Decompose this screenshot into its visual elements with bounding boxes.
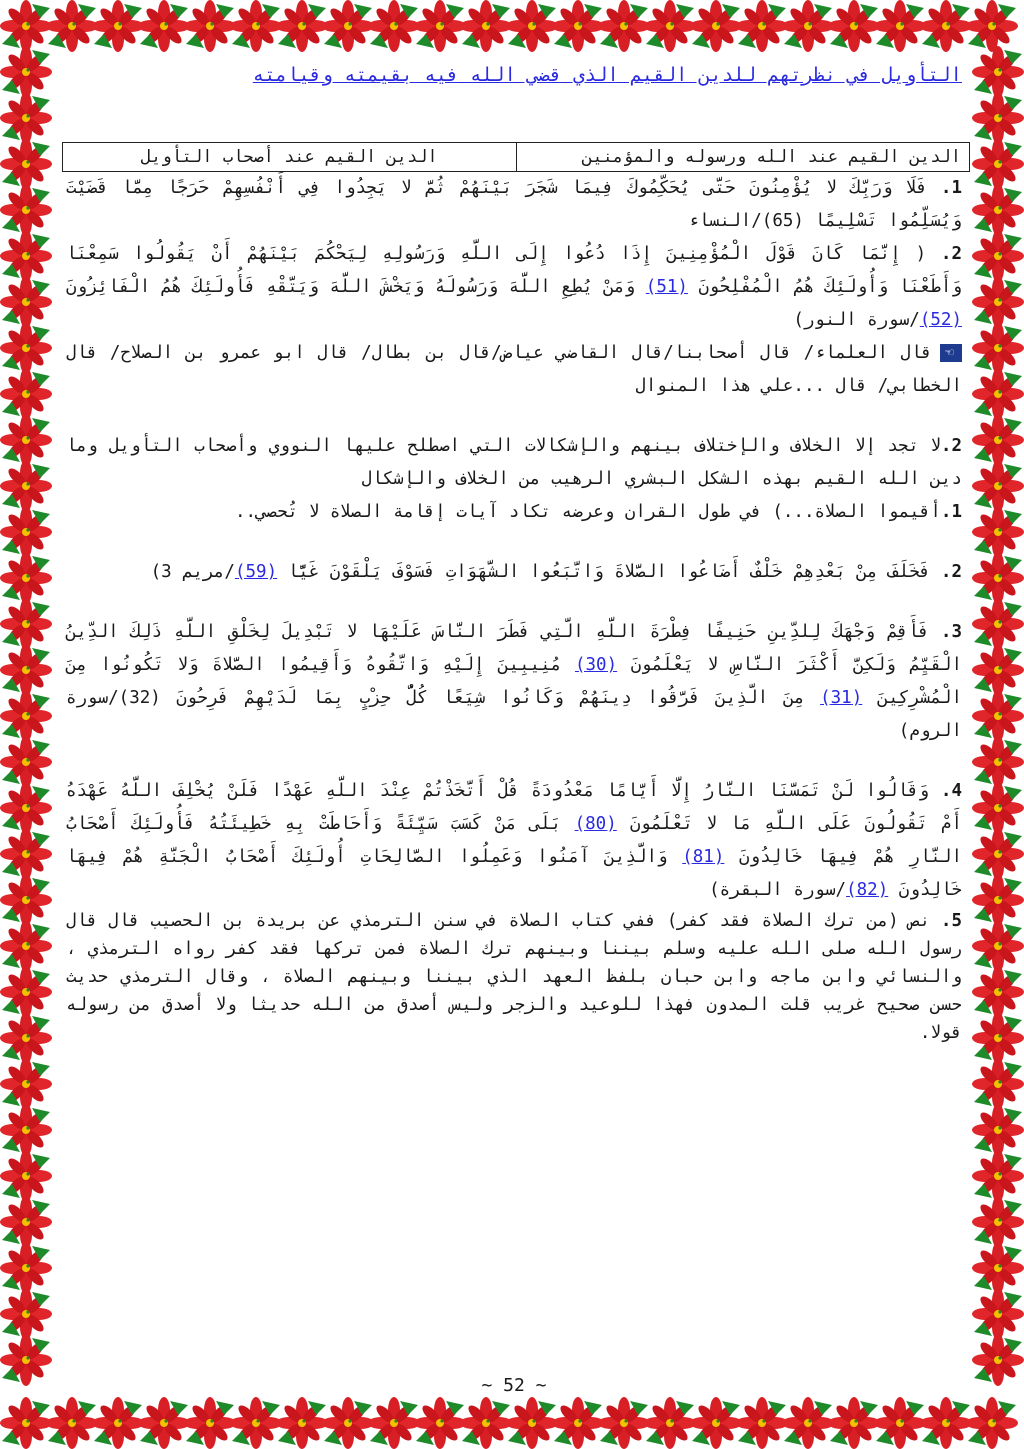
poinsettia-flower <box>0 138 52 190</box>
poinsettia-flower <box>972 1334 1024 1386</box>
poinsettia-flower <box>972 690 1024 742</box>
poinsettia-flower <box>460 1397 512 1449</box>
header-link[interactable]: التأويل في نظرتهم للدين القيم الذي قضي الله فيه بقيمته وقيامته <box>252 64 962 86</box>
spacer <box>66 589 962 616</box>
poinsettia-flower <box>972 920 1024 972</box>
poinsettia-flower <box>368 1397 420 1449</box>
poinsettia-flower <box>46 0 98 52</box>
poinsettia-flower <box>0 1012 52 1064</box>
poinsettia-flower <box>0 0 52 52</box>
verse-ref-link[interactable]: (31) <box>820 688 863 708</box>
poinsettia-flower <box>972 1150 1024 1202</box>
poinsettia-flower <box>276 0 328 52</box>
paragraph-2 <box>66 238 962 337</box>
poinsettia-flower <box>0 1334 52 1386</box>
poinsettia-flower <box>972 46 1024 98</box>
verse-text: فَلَا وَرَبِّكَ لا يُؤْمِنُونَ حَتَّى يُحَكِّمُوكَ فِيمَا شَجَرَ بَيْنَهُمْ ثُمَّ لا يَجِدُوا فِي أَنْفُسِهِمْ حَرَجًا مِمَّا قَضَيْتَ وَيُسَلِّمُوا تَسْلِيمًا (65)/النساء <box>66 178 962 231</box>
paragraph-4 <box>66 430 962 496</box>
surah-name: /مريم 3) <box>150 562 235 582</box>
poinsettia-flower <box>322 1397 374 1449</box>
poinsettia-flower <box>972 1288 1024 1340</box>
spacer <box>66 748 962 775</box>
poinsettia-flower <box>644 1397 696 1449</box>
poinsettia-flower <box>690 1397 742 1449</box>
verse-text: وَقَالُوا لَنْ تَمَسَّنَا النَّارُ إِلَّا أَيَّامًا مَعْدُودَةً قُلْ أَتَّخَذْتُمْ عِنْدَ اللَّهِ عَهْدًا فَلَنْ يُخْلِفَ اللَّهُ عَهْدَهُ أَمْ تَقُولُونَ عَلَى اللَّهِ مَا لا تَعْلَمُونَ <box>66 781 962 834</box>
poinsettia-flower <box>972 598 1024 650</box>
poinsettia-flower <box>0 414 52 466</box>
item-number: 1. <box>940 502 962 522</box>
poinsettia-flower <box>972 276 1024 328</box>
verse-ref-link[interactable]: (30) <box>574 655 618 675</box>
poinsettia-flower <box>972 552 1024 604</box>
poinsettia-flower <box>0 368 52 420</box>
verse-ref-link[interactable]: (82) <box>846 880 889 900</box>
poinsettia-flower <box>874 1397 926 1449</box>
verse-text: ( إِنَّمَا كَانَ قَوْلَ الْمُؤْمِنِينَ إِذَا دُعُوا إِلَى اللَّهِ وَرَسُولِهِ لِيَحْكُمَ بَيْنَهُمْ أَنْ يَقُولُوا سَمِعْنَا وَأَطَعْنَا وَأُولَئِكَ هُمُ الْمُفْلِحُونَ <box>66 244 962 297</box>
poinsettia-flower <box>92 0 144 52</box>
poinsettia-flower <box>0 230 52 282</box>
item-number: 5. <box>940 911 962 931</box>
paragraph-1 <box>66 172 962 238</box>
item-number: 3. <box>940 622 962 642</box>
poinsettia-flower <box>972 966 1024 1018</box>
poinsettia-flower <box>782 0 834 52</box>
poinsettia-flower <box>972 138 1024 190</box>
poinsettia-flower <box>0 184 52 236</box>
item-number: 1. <box>940 178 962 198</box>
poinsettia-flower <box>0 92 52 144</box>
verse-ref-link[interactable]: (81) <box>682 847 725 867</box>
paragraph-7 <box>66 616 962 748</box>
poinsettia-flower <box>0 1288 52 1340</box>
poinsettia-flower <box>736 0 788 52</box>
poinsettia-flower <box>552 1397 604 1449</box>
verse-text: وَمَنْ يُطِعِ اللَّهَ وَرَسُولَهُ وَيَخْشَ اللَّهَ وَيَتَّقْهِ فَأُولَئِكَ هُمُ الْفَائِزُونَ <box>66 277 636 297</box>
item-number: 2. <box>940 436 962 456</box>
poinsettia-flower <box>414 0 466 52</box>
poinsettia-flower <box>972 874 1024 926</box>
body-text: أقيموا الصلاة...) في طول القران وعرضه تكاد آيات إقامة الصلاة لا تُحصي.. <box>235 502 941 522</box>
verse-ref-link[interactable]: (59) <box>234 562 278 582</box>
poinsettia-flower <box>0 920 52 972</box>
comparison-table <box>62 142 970 172</box>
item-number: 2. <box>940 562 962 582</box>
poinsettia-flower <box>972 1242 1024 1294</box>
poinsettia-flower <box>828 0 880 52</box>
body-text: لا تجد إلا الخلاف والإختلاف بينهم والإشكالات التي اصطلح عليها النووي وأصحاب التأويل وما دين الله القيم بهذه الشكل البشري الرهيب من الخلاف والإشكال <box>66 436 962 489</box>
poinsettia-flower <box>644 0 696 52</box>
poinsettia-flower <box>0 552 52 604</box>
poinsettia-flower <box>0 782 52 834</box>
poinsettia-flower <box>966 0 1018 52</box>
poinsettia-flower <box>972 460 1024 512</box>
poinsettia-flower <box>0 874 52 926</box>
verse-ref-link[interactable]: (51) <box>645 277 688 297</box>
verse-text: مُنِيبِينَ إِلَيْهِ وَاتَّقُوهُ وَأَقِيمُوا الصَّلاةَ وَلا تَكُونُوا مِنَ الْمُشْرِكِينَ <box>66 655 962 708</box>
poinsettia-flower <box>0 644 52 696</box>
poinsettia-flower <box>972 184 1024 236</box>
poinsettia-flower <box>0 1242 52 1294</box>
poinsettia-flower <box>972 1012 1024 1064</box>
poinsettia-flower <box>920 0 972 52</box>
poinsettia-flower <box>46 1397 98 1449</box>
poinsettia-flower <box>966 1397 1018 1449</box>
poinsettia-flower <box>276 1397 328 1449</box>
poinsettia-flower <box>368 0 420 52</box>
poinsettia-flower <box>138 0 190 52</box>
poinsettia-flower <box>460 0 512 52</box>
poinsettia-flower <box>874 0 926 52</box>
poinsettia-flower <box>782 1397 834 1449</box>
verse-text: مِنَ الَّذِينَ فَرَّقُوا دِينَهُمْ وَكَانُوا شِيَعًا كُلُّ حِزْبٍ بِمَا لَدَيْهِمْ فَرِحُونَ (32)/سورة الروم) <box>66 688 962 741</box>
item-number: 2. <box>940 244 962 264</box>
paragraph-6 <box>66 556 962 589</box>
spacer <box>66 529 962 556</box>
poinsettia-flower <box>690 0 742 52</box>
verse-text: بَلَى مَنْ كَسَبَ سَيِّئَةً وَأَحَاطَتْ بِهِ خَطِيئَتُهُ فَأُولَئِكَ أَصْحَابُ النَّارِ هُمْ فِيهَا خَالِدُونَ <box>66 814 962 867</box>
poinsettia-flower <box>972 782 1024 834</box>
poinsettia-flower <box>972 828 1024 880</box>
paragraph-3 <box>66 337 962 403</box>
item-number: 4. <box>940 781 962 801</box>
document-page <box>66 58 962 1396</box>
poinsettia-flower <box>0 322 52 374</box>
paragraph-5 <box>66 496 962 529</box>
poinsettia-flower <box>0 1196 52 1248</box>
poinsettia-flower <box>972 414 1024 466</box>
table-cell-right: الدين القيم عند الله ورسوله والمؤمنين <box>516 143 970 172</box>
hadith-text: نص (من ترك الصلاة فقد كفر) ففي كتاب الصلاة في سنن الترمذي عن بريدة بن الحصيب قال قال رسول الله صلى الله عليه وسلم بيننا وبينهم ترك الصلاة فمن تركها فقد كفر رواه الترمذي ، والنسائي وابن ماجه وابن حبان بلفظ العهد الذي بيننا وبينهم الصلاة ، وقال الترمذي حديث حسن صحيح غريب قلت المدون فهذا للوعيد والزجر وليس أصدق من الله حديثا ولا أصدق من رسوله قولا. <box>66 911 962 1043</box>
poinsettia-flower <box>92 1397 144 1449</box>
poinsettia-flower <box>972 92 1024 144</box>
poinsettia-flower <box>414 1397 466 1449</box>
verse-text: وَالَّذِينَ آمَنُوا وَعَمِلُوا الصَّالِحَاتِ أُولَئِكَ أَصْحَابُ الْجَنَّةِ هُمْ فِيهَا خَالِدُونَ <box>66 847 962 900</box>
poinsettia-flower <box>184 0 236 52</box>
poinsettia-flower <box>230 0 282 52</box>
poinsettia-flower <box>972 644 1024 696</box>
poinsettia-flower <box>0 1104 52 1156</box>
poinsettia-flower <box>972 506 1024 558</box>
poinsettia-flower <box>972 1196 1024 1248</box>
poinsettia-flower <box>972 322 1024 374</box>
poinsettia-flower <box>552 0 604 52</box>
verse-text: فَأَقِمْ وَجْهَكَ لِلدِّينِ حَنِيفًا فِطْرَةَ اللَّهِ الَّتِي فَطَرَ النَّاسَ عَلَيْهَا لا تَبْدِيلَ لِخَلْقِ اللَّهِ ذَلِكَ الدِّينُ الْقَيِّمُ وَلَكِنَّ أَكْثَرَ النَّاسِ لا يَعْلَمُونَ <box>66 622 962 675</box>
surah-name: /سورة النور) <box>793 310 920 330</box>
paragraph-8 <box>66 775 962 907</box>
poinsettia-flower <box>0 1397 52 1449</box>
poinsettia-flower <box>184 1397 236 1449</box>
poinsettia-flower <box>0 828 52 880</box>
poinsettia-flower <box>0 690 52 742</box>
verse-ref-link[interactable]: (80) <box>574 814 617 834</box>
pointing-hand-icon: ☜ <box>940 344 962 362</box>
poinsettia-flower <box>0 1150 52 1202</box>
table-cell-left: الدين القيم عند أصحاب التأويل <box>63 143 517 172</box>
page-number: ~ 52 ~ <box>481 1375 547 1396</box>
poinsettia-flower <box>736 1397 788 1449</box>
poinsettia-flower <box>828 1397 880 1449</box>
poinsettia-flower <box>0 46 52 98</box>
poinsettia-flower <box>0 966 52 1018</box>
poinsettia-flower <box>598 0 650 52</box>
poinsettia-flower <box>598 1397 650 1449</box>
surah-name: /سورة البقرة) <box>709 880 847 900</box>
verse-text: فَخَلَفَ مِنْ بَعْدِهِمْ خَلْفٌ أَضَاعُوا الصَّلاةَ وَاتَّبَعُوا الشَّهَوَاتِ فَسَوْفَ يَلْقَوْنَ غَيًّا <box>287 562 931 582</box>
poinsettia-flower <box>138 1397 190 1449</box>
poinsettia-flower <box>322 0 374 52</box>
poinsettia-flower <box>0 506 52 558</box>
poinsettia-flower <box>972 230 1024 282</box>
scholars-text: قال العلماء/ قال أصحابنا/قال القاضي عياض/قال بن بطال/ قال ابو عمرو بن الصلاح/ قال الخطابي/ قال ...علي هذا المنوال <box>66 343 962 396</box>
poinsettia-flower <box>230 1397 282 1449</box>
poinsettia-flower <box>972 736 1024 788</box>
poinsettia-flower <box>972 368 1024 420</box>
poinsettia-flower <box>0 598 52 650</box>
verse-ref-link[interactable]: (52) <box>919 310 962 330</box>
poinsettia-flower <box>506 0 558 52</box>
poinsettia-flower <box>920 1397 972 1449</box>
poinsettia-flower <box>972 1058 1024 1110</box>
poinsettia-flower <box>972 1104 1024 1156</box>
poinsettia-flower <box>0 736 52 788</box>
poinsettia-flower <box>0 1058 52 1110</box>
poinsettia-flower <box>0 460 52 512</box>
spacer <box>66 403 962 430</box>
poinsettia-flower <box>506 1397 558 1449</box>
paragraph-9 <box>66 907 962 1047</box>
table-row <box>63 143 970 172</box>
poinsettia-flower <box>0 276 52 328</box>
